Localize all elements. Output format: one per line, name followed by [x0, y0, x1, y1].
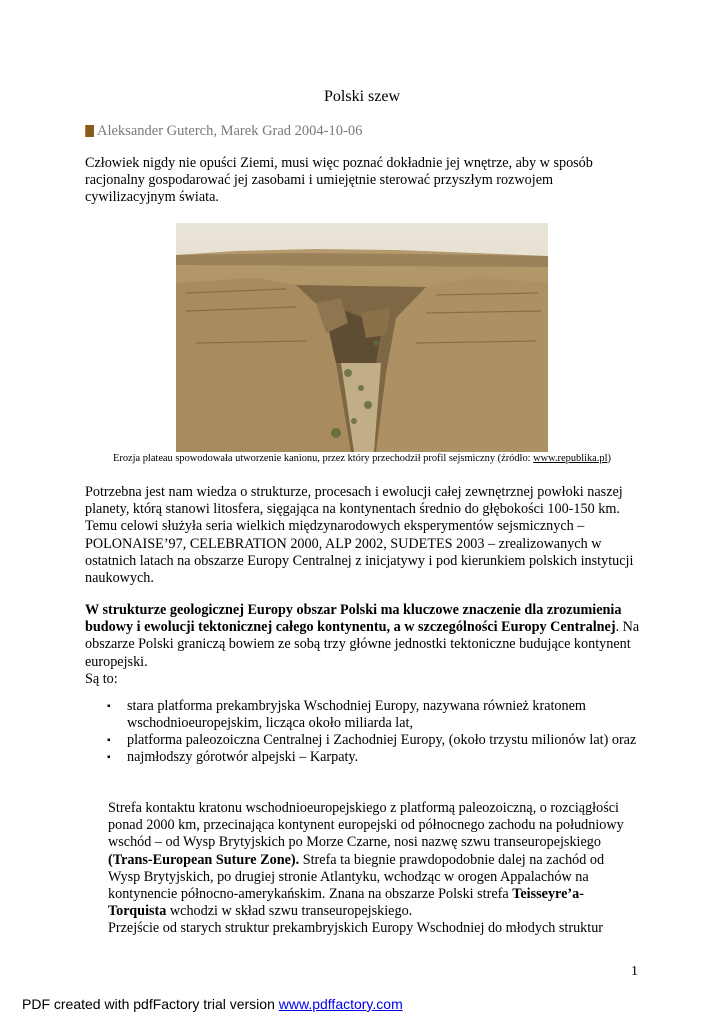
bullet-icon: ▪ [107, 701, 111, 712]
tectonic-units-list [85, 698, 645, 766]
text-run: Strefa kontaktu kratonu wschodnioeuropejskiego z platformą paleozoiczną, o rozciągłości ponad 2000 km, przecinająca kontynent europejski od północnego zachodu na południowy wschód – od Wysp Brytyjskich po Morze Czarne, nosi nazwę szwu transeuropejskiego [108, 800, 624, 851]
text-run: Przejście od starych struktur prekambryjskich Europy Wschodniej do młodych struktur [108, 920, 604, 937]
author-marker-icon [85, 125, 94, 137]
page-number: 1 [631, 964, 638, 979]
list-intro: Są to: [85, 670, 118, 687]
caption-end: ) [607, 453, 611, 464]
key-statement: W strukturze geologicznej Europy obszar Polski ma kluczowe znaczenie dla zrozumienia budowy i ewolucji tektonicznej całego kontynentu, a w szczególności Europy Centralnej [85, 602, 622, 636]
caption-text: Erozja plateau spowodowała utworzenie kanionu, przez który przechodził profil sejsmiczny (źródło: [113, 453, 534, 464]
footer-text: PDF created with pdfFactory trial version [22, 996, 279, 1012]
canyon-photo [176, 223, 548, 452]
list-item-text: platforma paleozoiczna Centralnej i Zachodniej Europy, (około trzystu milionów lat) oraz [127, 732, 637, 748]
tt-zone-name: Teisseyre’a-Torquista [108, 886, 584, 920]
list-item [85, 732, 645, 749]
pdffactory-link[interactable]: www.pdffactory.com [278, 996, 403, 1012]
list-item-text: stara platforma prekambryjska Wschodniej Europy, nazywana również kratonem wschodnioeuropejskim, licząca około miliarda lat, [127, 698, 586, 731]
text-run: Strefa ta biegnie prawdopodobnie dalej na zachód od Wysp Brytyjskich, po drugiej stronie Atlantyku, wchodząc w orogen Appalachów na kontynencie północno-amerykańskim. Znana na obszarze Polski strefa [108, 851, 605, 903]
bullet-icon: ▪ [107, 752, 111, 763]
list-item [85, 698, 645, 732]
paragraph-continuation: . Na obszarze Polski graniczą bowiem ze sobą trzy główne jednostki tektoniczne budujące kontynent europejski. [85, 619, 640, 670]
tesz-name: (Trans-European Suture Zone). [108, 851, 300, 868]
byline-text: Aleksander Guterch, Marek Grad 2004-10-06 [97, 123, 363, 139]
bullet-icon: ▪ [107, 735, 111, 746]
page-title: Polski szew [324, 88, 400, 105]
byline [85, 122, 362, 140]
list-item [85, 749, 645, 766]
paragraph-suture-zone [108, 800, 638, 938]
photo-caption [0, 452, 724, 465]
paragraph-poland-structure [85, 602, 645, 688]
intro-paragraph: Człowiek nigdy nie opuści Ziemi, musi więc poznać dokładnie jej wnętrze, aby w sposób racjonalny gospodarować jej zasobami i umiejętnie sterować przyszłym rozwojem cywilizacyjnym świata. [85, 155, 593, 206]
paragraph-litosfera: Potrzebna jest nam wiedza o strukturze, procesach i ewolucji całej zewnętrznej powłoki naszej planety, którą stanowi litosfera, sięgająca na kontynentach średnio do głębokości 100-150 km. Temu celowi służyła seria wielkich międzynarodowych eksperymentów sejsmicznych – POLONAISE’97, CELEBRATION 2000, ALP 2002, SUDETES 2003 – zrealizowanych w ostatnich latach na obszarze Europy Centralnej z inicjatywy i pod kierunkiem polskich instytucji naukowych. [85, 484, 634, 587]
caption-source-link[interactable]: www.republika.pl [533, 453, 608, 464]
list-item-text: najmłodszy górotwór alpejski – Karpaty. [127, 749, 359, 765]
text-run: wchodzi w skład szwu transeuropejskiego. [166, 903, 413, 920]
pdf-footer [22, 995, 403, 1013]
